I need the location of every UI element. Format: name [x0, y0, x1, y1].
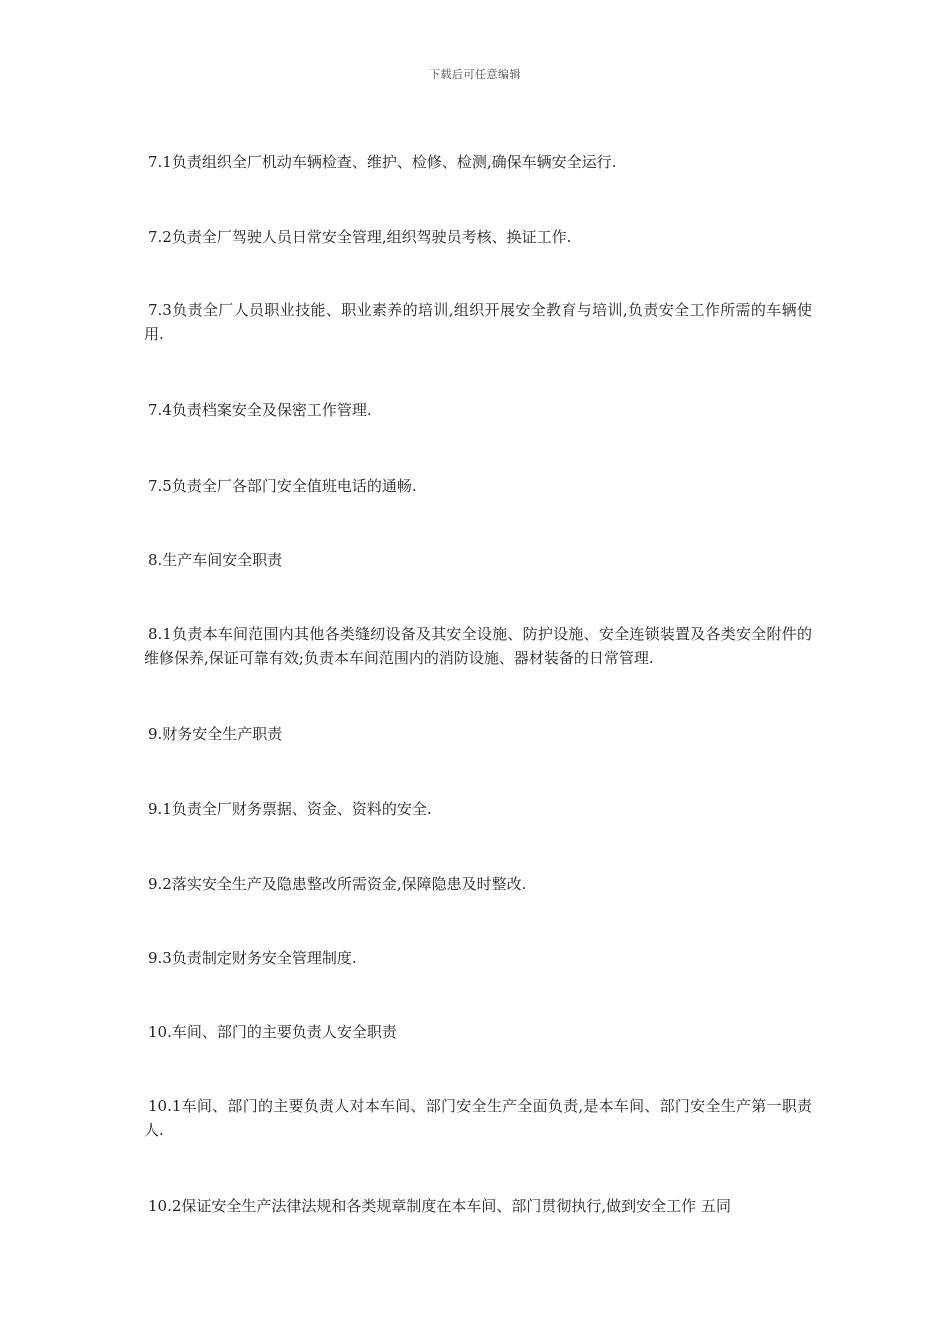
- paragraph-7-2: 7.2负责全厂驾驶人员日常安全管理,组织驾驶员考核、换证工作.: [148, 228, 572, 246]
- paragraph-9-2: 9.2落实安全生产及隐患整改所需资金,保障隐患及时整改.: [148, 875, 527, 893]
- paragraph-7-4: 7.4负责档案安全及保密工作管理.: [148, 401, 372, 419]
- section-heading-10: 10.车间、部门的主要负责人安全职责: [148, 1023, 397, 1041]
- section-heading-8: 8.生产车间安全职责: [148, 551, 283, 569]
- paragraph-9-3: 9.3负责制定财务安全管理制度.: [148, 949, 357, 967]
- paragraph-7-5: 7.5负责全厂各部门安全值班电话的通畅.: [148, 477, 417, 495]
- paragraph-10-1: 10.1车间、部门的主要负责人对本车间、部门安全生产全面负责,是本车间、部门安全生产第一职责人.: [144, 1097, 812, 1139]
- section-heading-9: 9.财务安全生产职责: [148, 725, 283, 743]
- paragraph-10-2: 10.2保证安全生产法律法规和各类规章制度在本车间、部门贯彻执行,做到安全工作 五同: [148, 1197, 731, 1215]
- paragraph-8-1: 8.1负责本车间范围内其他各类缝纫设备及其安全设施、防护设施、安全连锁装置及各类安全附件的维修保养,保证可靠有效;负责本车间范围内的消防设施、器材装备的日常管理.: [144, 625, 812, 667]
- paragraph-9-1: 9.1负责全厂财务票据、资金、资料的安全.: [148, 800, 432, 818]
- page-header: 下载后可任意编辑: [429, 68, 521, 81]
- paragraph-7-1: 7.1负责组织全厂机动车辆检查、维护、检修、检测,确保车辆安全运行.: [148, 153, 617, 171]
- paragraph-7-3: 7.3负责全厂人员职业技能、职业素养的培训,组织开展安全教育与培训,负责安全工作所需的车辆使用.: [144, 301, 812, 343]
